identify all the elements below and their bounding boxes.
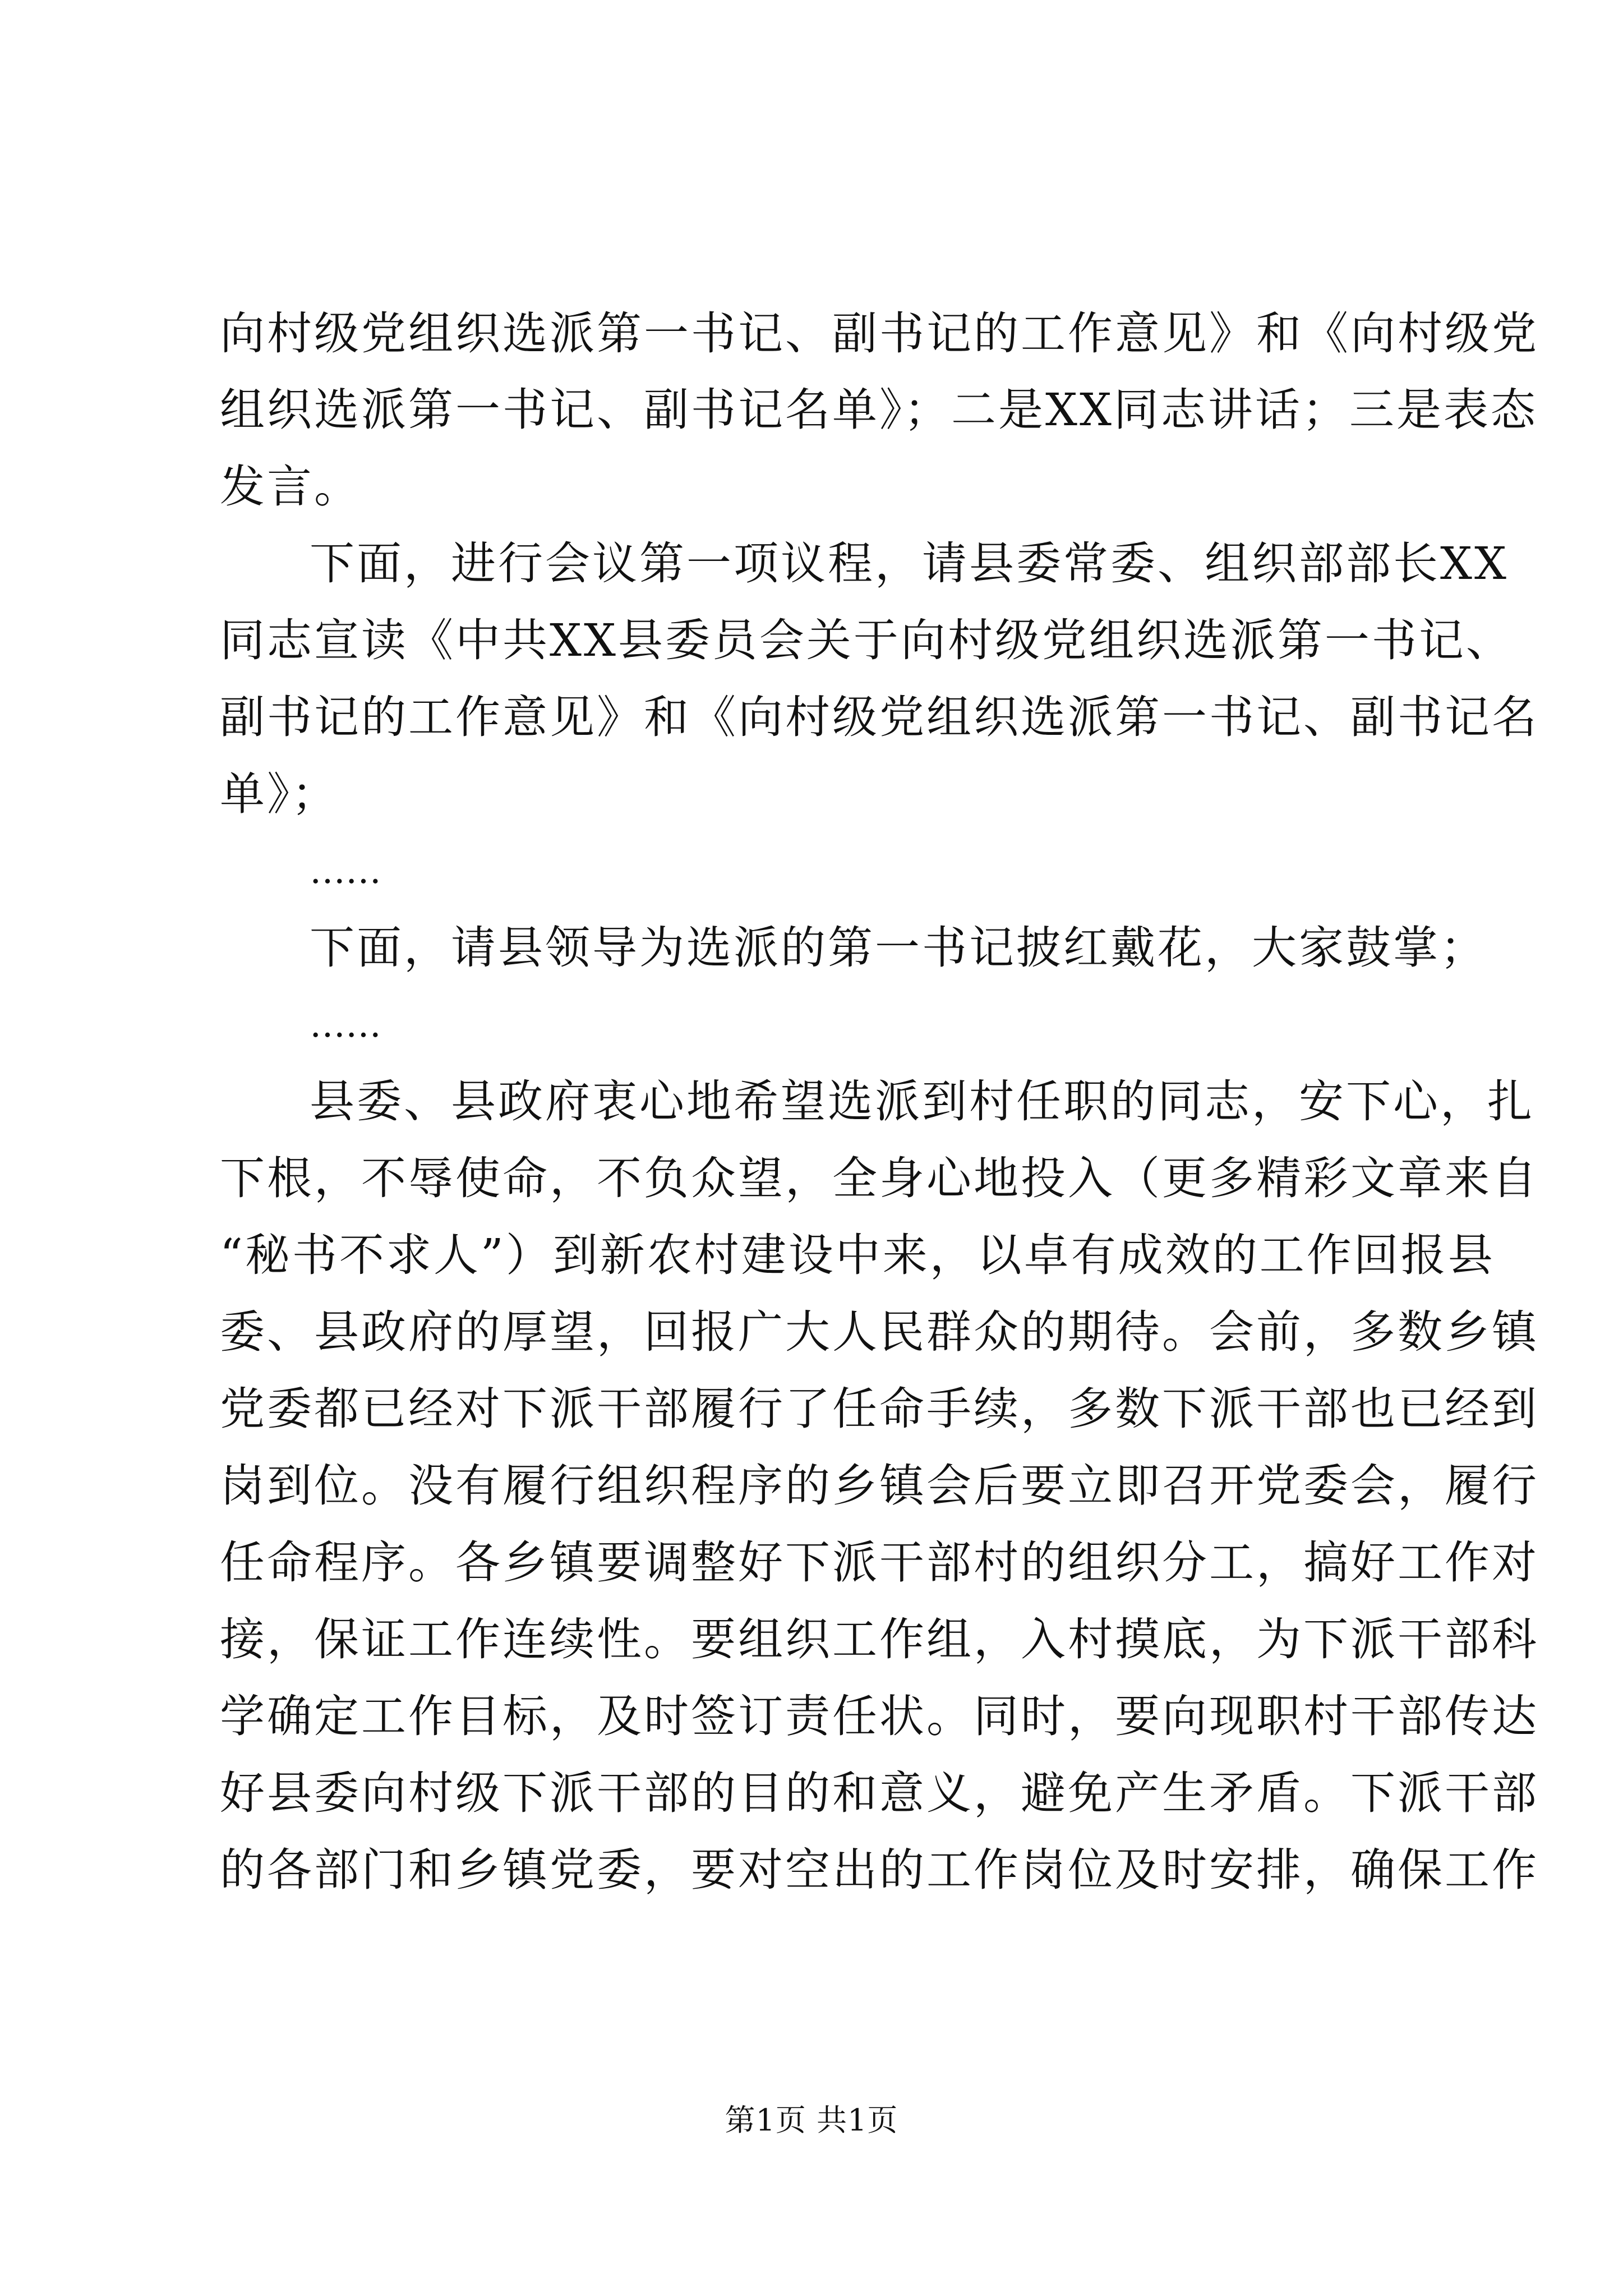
body-text-line: 下面，请县领导为选派的第一书记披红戴花，大家鼓掌； xyxy=(310,922,1487,974)
body-text-line: 组织选派第一书记、副书记名单》；二是XX同志讲话；三是表态 xyxy=(220,384,1538,436)
body-text-line: 单》； xyxy=(220,768,339,820)
ellipsis-line: …… xyxy=(310,850,381,892)
body-text-line: 县委、县政府衷心地希望选派到村任职的同志，安下心，扎 xyxy=(310,1075,1534,1128)
body-text-line: 接，保证工作连续性。要组织工作组，入村摸底，为下派干部科 xyxy=(220,1613,1539,1665)
body-text-line: 下根，不辱使命，不负众望，全身心地投入（更多精彩文章来自 xyxy=(220,1152,1539,1204)
body-text-line: “秘书不求人”）到新农村建设中来，以卓有成效的工作回报县 xyxy=(220,1229,1495,1281)
body-text-line: 学确定工作目标，及时签订责任状。同时，要向现职村干部传达 xyxy=(220,1690,1539,1742)
body-text-line: 下面，进行会议第一项议程，请县委常委、组织部部长XX xyxy=(310,537,1509,590)
body-text-line: 岗到位。没有履行组织程序的乡镇会后要立即召开党委会，履行 xyxy=(220,1460,1539,1512)
page-footer: 第1页 共1页 xyxy=(725,2102,898,2138)
body-text-line: 委、县政府的厚望，回报广大人民群众的期待。会前，多数乡镇 xyxy=(220,1306,1539,1358)
body-text-line: 任命程序。各乡镇要调整好下派干部村的组织分工，搞好工作对 xyxy=(220,1536,1539,1589)
body-text-line: 向村级党组织选派第一书记、副书记的工作意见》和《向村级党 xyxy=(220,307,1539,360)
ellipsis-line: …… xyxy=(310,1004,381,1046)
body-text-line: 的各部门和乡镇党委，要对空出的工作岗位及时安排，确保工作 xyxy=(220,1844,1539,1896)
body-text-line: 党委都已经对下派干部履行了任命手续，多数下派干部也已经到 xyxy=(220,1383,1539,1435)
body-text-line: 副书记的工作意见》和《向村级党组织选派第一书记、副书记名 xyxy=(220,691,1539,743)
body-text-line: 发言。 xyxy=(220,461,361,513)
body-text-line: 好县委向村级下派干部的目的和意义，避免产生矛盾。下派干部 xyxy=(220,1767,1539,1819)
body-text-line: 同志宣读《中共XX县委员会关于向村级党组织选派第一书记、 xyxy=(220,614,1513,666)
